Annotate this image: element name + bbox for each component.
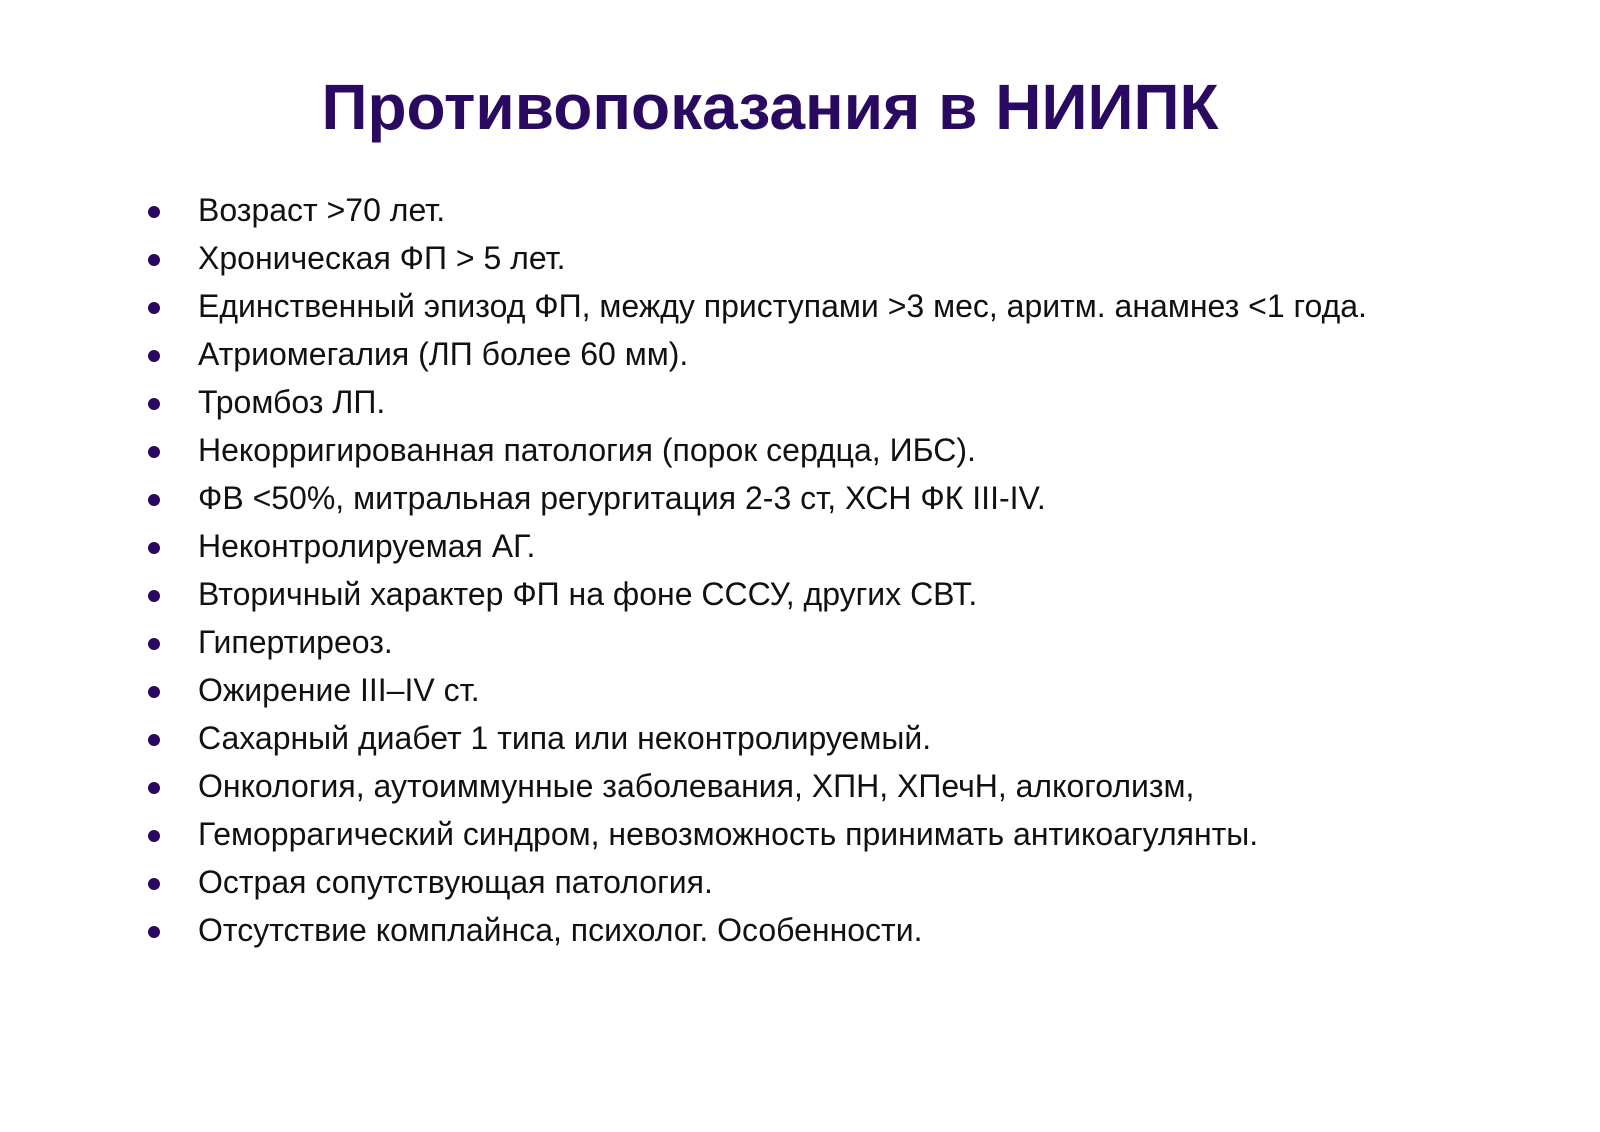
slide-title: Противопоказания в НИИПК [321, 71, 1219, 143]
list-item [148, 238, 1378, 279]
list-item-text: Атриомегалия (ЛП более 60 мм). [198, 336, 689, 372]
list-item [148, 718, 1378, 759]
list-item [148, 382, 1378, 423]
list-item [148, 526, 1378, 567]
list-item-text: Геморрагический синдром, невозможность принимать антикоагулянты. [198, 816, 1259, 852]
list-item [148, 574, 1378, 615]
list-item [148, 430, 1378, 471]
list-item-text: ФВ <50%, митральная регургитация 2-3 ст, ХСН ФК III-IV. [198, 480, 1046, 516]
list-item [148, 814, 1378, 855]
list-item-text: Единственный эпизод ФП, между приступами >3 мес, аритм. анамнез <1 года. [198, 288, 1367, 324]
list-item [148, 190, 1378, 231]
contraindications-list [148, 190, 1378, 958]
bullet-icon [148, 878, 160, 890]
bullet-icon [148, 638, 160, 650]
list-item-text: Онкология, аутоиммунные заболевания, ХПН, ХПечН, алкоголизм, [198, 768, 1195, 804]
bullet-icon [148, 542, 160, 554]
list-item-text: Острая сопутствующая патология. [198, 864, 713, 900]
bullet-icon [148, 350, 160, 362]
list-item [148, 670, 1378, 711]
bullet-icon [148, 398, 160, 410]
list-item-text: Отсутствие комплайнса, психолог. Особенности. [198, 912, 923, 948]
list-item-text: Ожирение III–IV ст. [198, 672, 480, 708]
bullet-icon [148, 926, 160, 938]
list-item-text: Гипертиреоз. [198, 624, 393, 660]
bullet-icon [148, 254, 160, 266]
list-item [148, 286, 1378, 327]
list-item [148, 622, 1378, 663]
bullet-icon [148, 830, 160, 842]
list-item [148, 910, 1378, 951]
list-item [148, 478, 1378, 519]
bullet-icon [148, 782, 160, 794]
bullet-icon [148, 446, 160, 458]
list-item [148, 862, 1378, 903]
bullet-icon [148, 206, 160, 218]
list-item-text: Хроническая ФП > 5 лет. [198, 240, 566, 276]
list-item-text: Возраст >70 лет. [198, 192, 446, 228]
bullet-icon [148, 686, 160, 698]
list-item [148, 334, 1378, 375]
list-item-text: Сахарный диабет 1 типа или неконтролируемый. [198, 720, 932, 756]
list-item-text: Неконтролируемая АГ. [198, 528, 536, 564]
list-item-text: Тромбоз ЛП. [198, 384, 386, 420]
list-item-text: Некорригированная патология (порок сердца, ИБС). [198, 432, 976, 468]
bullet-icon [148, 494, 160, 506]
bullet-icon [148, 590, 160, 602]
bullet-icon [148, 302, 160, 314]
list-item [148, 766, 1378, 807]
bullet-icon [148, 734, 160, 746]
list-item-text: Вторичный характер ФП на фоне СССУ, других СВТ. [198, 576, 978, 612]
